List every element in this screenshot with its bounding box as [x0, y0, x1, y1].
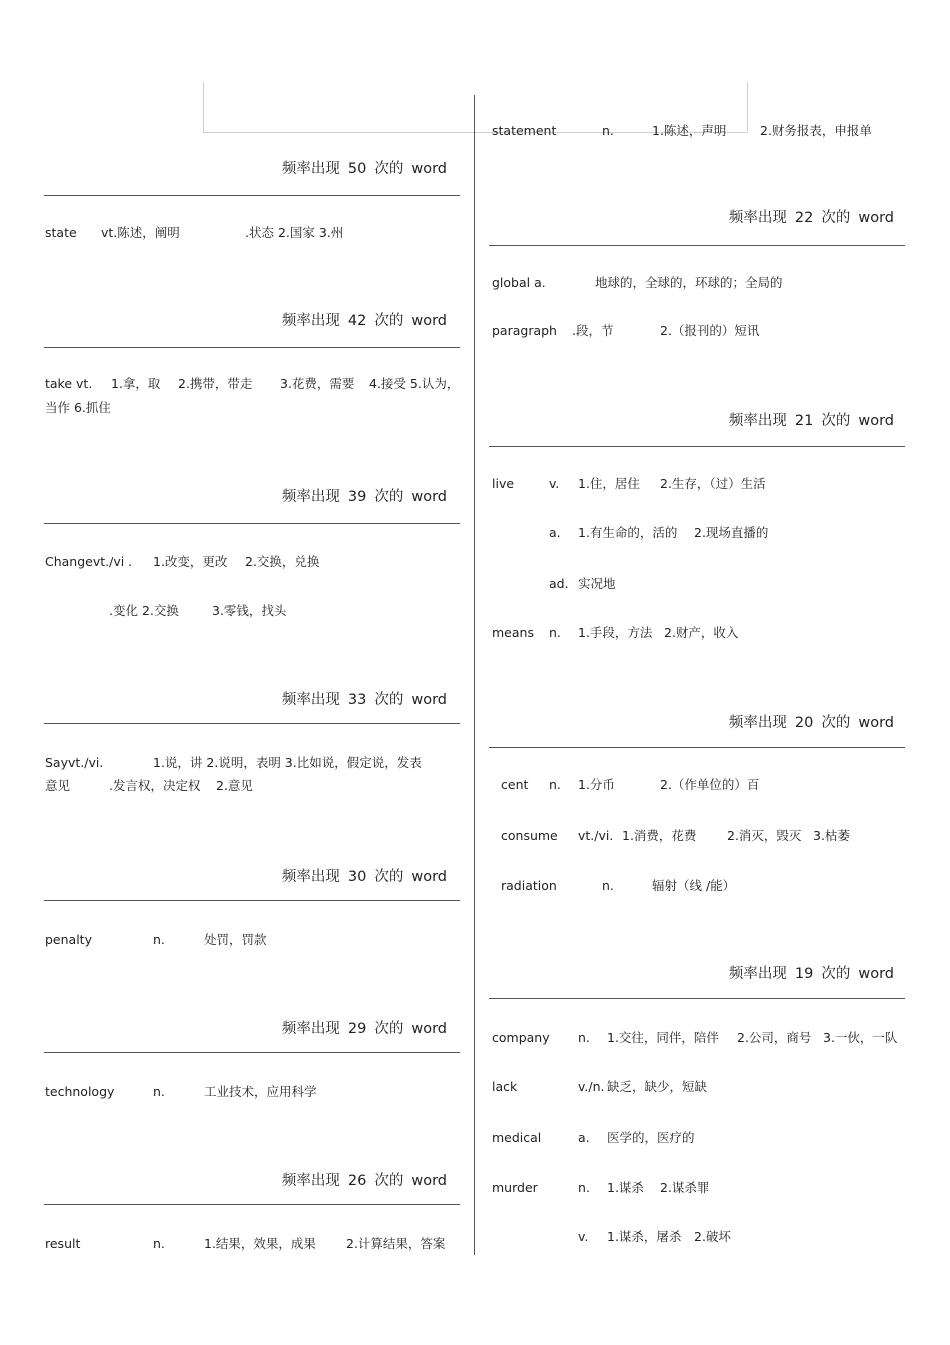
divider-rule: [489, 245, 905, 246]
entry-meaning: 2.财务报表，申报单: [760, 123, 872, 138]
entry-pos: ad.: [549, 576, 569, 591]
entry-word-global: global a.: [492, 275, 546, 290]
entry-meaning: 2.生存，（过）生活: [660, 476, 766, 491]
frame-line-left: [203, 82, 204, 132]
entry-pos: n.: [602, 878, 614, 893]
entry-meaning: 2.谋杀罪: [660, 1180, 710, 1195]
heading-freq-30: 频率出现 30 次的 word: [281, 869, 447, 885]
entry-pos: n.: [578, 1030, 590, 1045]
divider-rule: [489, 998, 905, 999]
entry-meaning: 2.交换，兑换: [245, 554, 320, 569]
divider-rule: [44, 1052, 460, 1053]
entry-word-consume: consume: [501, 828, 558, 843]
entry-meaning: 1.改变，更改: [153, 554, 228, 569]
entry-word-means: means: [492, 625, 534, 640]
entry-pos: v.: [578, 1229, 589, 1244]
entry-meaning: 2.携带，带走: [178, 376, 253, 391]
heading-freq-29: 频率出现 29 次的 word: [281, 1021, 447, 1037]
entry-meaning: 3.枯萎: [813, 828, 850, 843]
entry-meaning: 工业技术，应用科学: [204, 1084, 317, 1099]
entry-meaning: 实况地: [578, 576, 616, 591]
entry-word-live: live: [492, 476, 515, 491]
entry-meaning: 2.意见: [216, 778, 253, 793]
entry-pos: n.: [602, 123, 614, 138]
entry-word-take: take vt.: [45, 376, 93, 391]
entry-pos: n.: [153, 1084, 165, 1099]
entry-meaning: 2.（作单位的）百: [660, 777, 760, 792]
entry-meaning: 1.住，居住: [578, 476, 640, 491]
entry-pos: vt./vi.: [578, 828, 614, 843]
entry-meaning: 2.消灭，毁灭: [727, 828, 802, 843]
entry-word-radiation: radiation: [501, 878, 557, 893]
entry-word-state: state: [45, 225, 77, 240]
heading-freq-39: 频率出现 39 次的 word: [281, 489, 447, 505]
entry-pos: n.: [549, 777, 561, 792]
entry-word-statement: statement: [492, 123, 557, 138]
entry-pos: v./n.: [578, 1079, 605, 1094]
entry-meaning: 辐射（线 /能）: [652, 878, 736, 893]
entry-word-technology: technology: [45, 1084, 115, 1099]
divider-rule: [489, 446, 905, 447]
entry-meaning: .发言权，决定权: [109, 778, 201, 793]
divider-rule: [44, 347, 460, 348]
divider-rule: [44, 195, 460, 196]
divider-rule: [44, 1204, 460, 1205]
entry-word-cent: cent: [501, 777, 529, 792]
entry-pos: a.: [549, 525, 561, 540]
entry-meaning: .段，节: [572, 323, 614, 338]
entry-meaning: 2.现场直播的: [694, 525, 769, 540]
heading-freq-22: 频率出现 22 次的 word: [728, 210, 894, 226]
entry-meaning: 1.有生命的，活的: [578, 525, 678, 540]
entry-word-medical: medical: [492, 1130, 542, 1145]
heading-freq-42: 频率出现 42 次的 word: [281, 313, 447, 329]
entry-meaning: vt.陈述，阐明: [101, 225, 180, 240]
entry-meaning: 1.消费，花费: [622, 828, 697, 843]
entry-meaning: 2.财产，收入: [664, 625, 739, 640]
entry-word-result: result: [45, 1236, 81, 1251]
heading-freq-19: 频率出现 19 次的 word: [728, 966, 894, 982]
entry-meaning: 1.说，讲 2.说明，表明 3.比如说，假定说，发表: [153, 755, 422, 770]
entry-meaning: 4.接受 5.认为，: [369, 376, 460, 391]
entry-meaning: 2.公司，商号: [737, 1030, 812, 1045]
entry-meaning: 意见: [45, 778, 71, 793]
entry-pos: a.: [578, 1130, 590, 1145]
heading-freq-26: 频率出现 26 次的 word: [281, 1173, 447, 1189]
entry-meaning: 1.分币: [578, 777, 615, 792]
entry-pos: n.: [153, 932, 165, 947]
entry-meaning: 1.谋杀: [607, 1180, 644, 1195]
entry-pos: v.: [549, 476, 560, 491]
entry-meaning: 1.拿，取: [111, 376, 161, 391]
entry-meaning: 2.（报刊的）短讯: [660, 323, 760, 338]
entry-meaning: 3.一伙，一队: [823, 1030, 898, 1045]
column-divider: [474, 95, 475, 1255]
entry-pos: n.: [549, 625, 561, 640]
entry-meaning: 2.破坏: [694, 1229, 731, 1244]
entry-meaning: 当作 6.抓住: [45, 400, 111, 415]
divider-rule: [44, 723, 460, 724]
entry-word-company: company: [492, 1030, 550, 1045]
entry-meaning: 缺乏，缺少，短缺: [607, 1079, 708, 1094]
entry-meaning: 1.交往，同伴，陪伴: [607, 1030, 719, 1045]
entry-word-change: Changevt./vi .: [45, 554, 133, 569]
entry-meaning: 2.计算结果，答案: [346, 1236, 446, 1251]
divider-rule: [44, 523, 460, 524]
entry-meaning: 1.陈述，声明: [652, 123, 727, 138]
entry-pos: n.: [578, 1180, 590, 1195]
entry-word-say: Sayvt./vi.: [45, 755, 104, 770]
heading-freq-20: 频率出现 20 次的 word: [728, 715, 894, 731]
entry-word-lack: lack: [492, 1079, 518, 1094]
entry-meaning: .变化 2.交换: [109, 603, 179, 618]
heading-freq-50: 频率出现 50 次的 word: [281, 161, 447, 177]
entry-meaning: 1.结果，效果，成果: [204, 1236, 316, 1251]
entry-word-paragraph: paragraph: [492, 323, 557, 338]
entry-meaning: 1.谋杀，屠杀: [607, 1229, 682, 1244]
heading-freq-21: 频率出现 21 次的 word: [728, 413, 894, 429]
entry-meaning: 医学的，医疗的: [607, 1130, 695, 1145]
entry-word-penalty: penalty: [45, 932, 92, 947]
entry-meaning: 3.花费，需要: [280, 376, 355, 391]
divider-rule: [489, 747, 905, 748]
entry-meaning: 地球的，全球的，环球的；全局的: [595, 275, 783, 290]
entry-word-murder: murder: [492, 1180, 538, 1195]
divider-rule: [44, 900, 460, 901]
frame-line-right: [747, 82, 748, 132]
entry-meaning: .状态 2.国家 3.州: [245, 225, 344, 240]
heading-freq-33: 频率出现 33 次的 word: [281, 692, 447, 708]
entry-meaning: 处罚，罚款: [204, 932, 267, 947]
entry-pos: n.: [153, 1236, 165, 1251]
entry-meaning: 1.手段，方法: [578, 625, 653, 640]
entry-meaning: 3.零钱，找头: [212, 603, 287, 618]
